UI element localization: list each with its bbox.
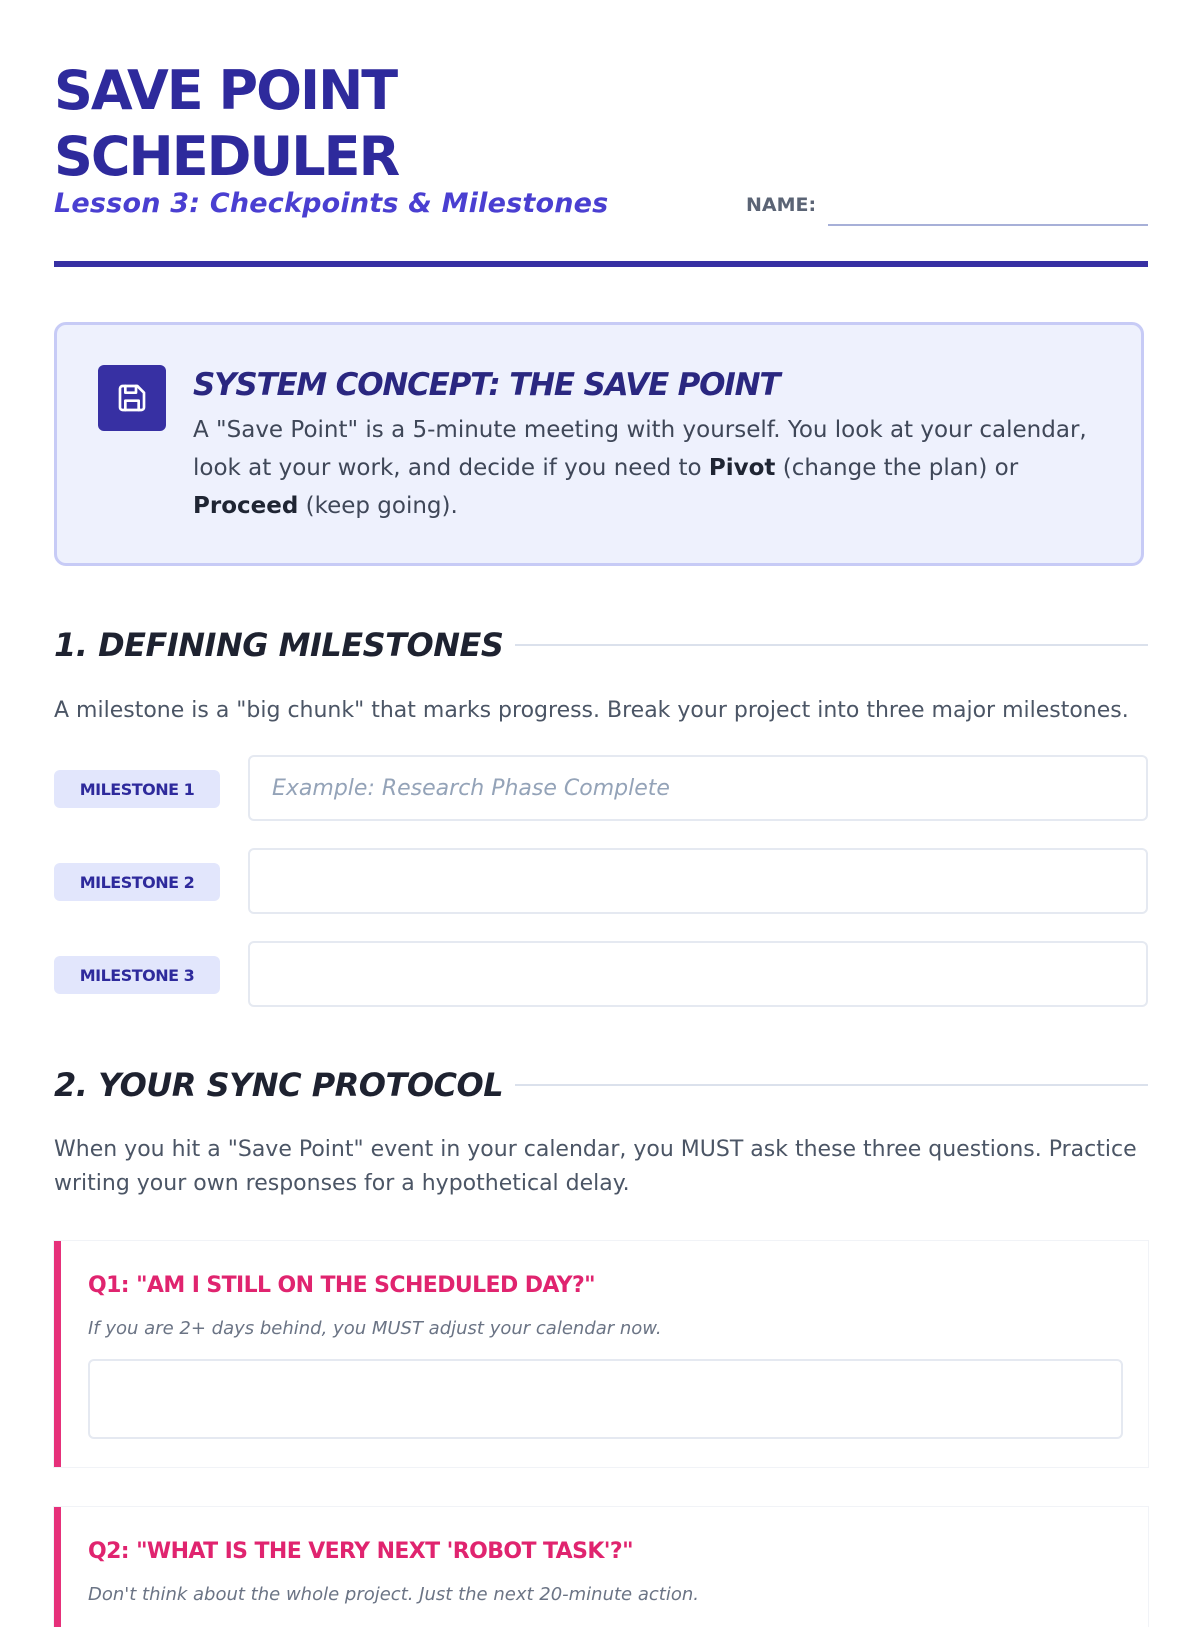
question-2-title: Q2: "WHAT IS THE VERY NEXT 'ROBOT TASK'?" [88, 1539, 633, 1564]
proceed-term: Proceed [193, 493, 299, 519]
section-2-rule [515, 1084, 1148, 1086]
concept-callout [54, 322, 1144, 566]
section-1-intro: A milestone is a "big chunk" that marks progress. Break your project into three major milestones. [54, 698, 1129, 723]
pivot-term: Pivot [708, 455, 776, 481]
floppy-disk-icon [98, 365, 166, 431]
title-line-1: SAVE POINT [54, 59, 397, 122]
section-2-intro: When you hit a "Save Point" event in your calendar, you MUST ask these three questions. Practice writing your own responses for a hypothetical delay. [54, 1137, 1137, 1196]
question-1-title: Q1: "AM I STILL ON THE SCHEDULED DAY?" [88, 1273, 596, 1298]
question-2-hint: Don't think about the whole project. Just the next 20-minute action. [88, 1584, 699, 1605]
milestone-3-input[interactable] [248, 941, 1148, 1007]
milestone-row [54, 848, 1148, 914]
concept-text: A "Save Point" is a 5-minute meeting with yourself. You look at your calendar, look at your work, and decide if you need to Pivot (change the plan) or Proceed (keep going). [193, 417, 1087, 519]
section-1-heading: 1. DEFINING MILESTONES [54, 626, 504, 664]
page-title [54, 58, 574, 190]
section-1-rule [515, 644, 1148, 646]
milestone-row [54, 755, 1148, 821]
header-divider [54, 261, 1148, 267]
milestone-2-input[interactable] [248, 848, 1148, 914]
milestone-label: MILESTONE 1 [54, 770, 220, 808]
section-1-header [54, 625, 1148, 665]
page-subtitle: Lesson 3: Checkpoints & Milestones [54, 188, 609, 219]
milestone-row [54, 941, 1148, 1007]
question-1-response-input[interactable] [88, 1359, 1123, 1439]
section-2-heading: 2. YOUR SYNC PROTOCOL [54, 1066, 504, 1104]
milestone-label: MILESTONE 2 [54, 863, 220, 901]
question-card-2 [54, 1507, 1148, 1627]
section-2-header [54, 1065, 1148, 1105]
milestone-label: MILESTONE 3 [54, 956, 220, 994]
concept-title: SYSTEM CONCEPT: THE SAVE POINT [193, 367, 780, 403]
name-field[interactable] [828, 224, 1148, 226]
question-card-1 [54, 1241, 1148, 1467]
milestone-1-input[interactable] [248, 755, 1148, 821]
question-1-hint: If you are 2+ days behind, you MUST adjust your calendar now. [88, 1318, 662, 1339]
title-line-2: SCHEDULER [54, 125, 399, 188]
name-label: NAME: [746, 194, 817, 216]
